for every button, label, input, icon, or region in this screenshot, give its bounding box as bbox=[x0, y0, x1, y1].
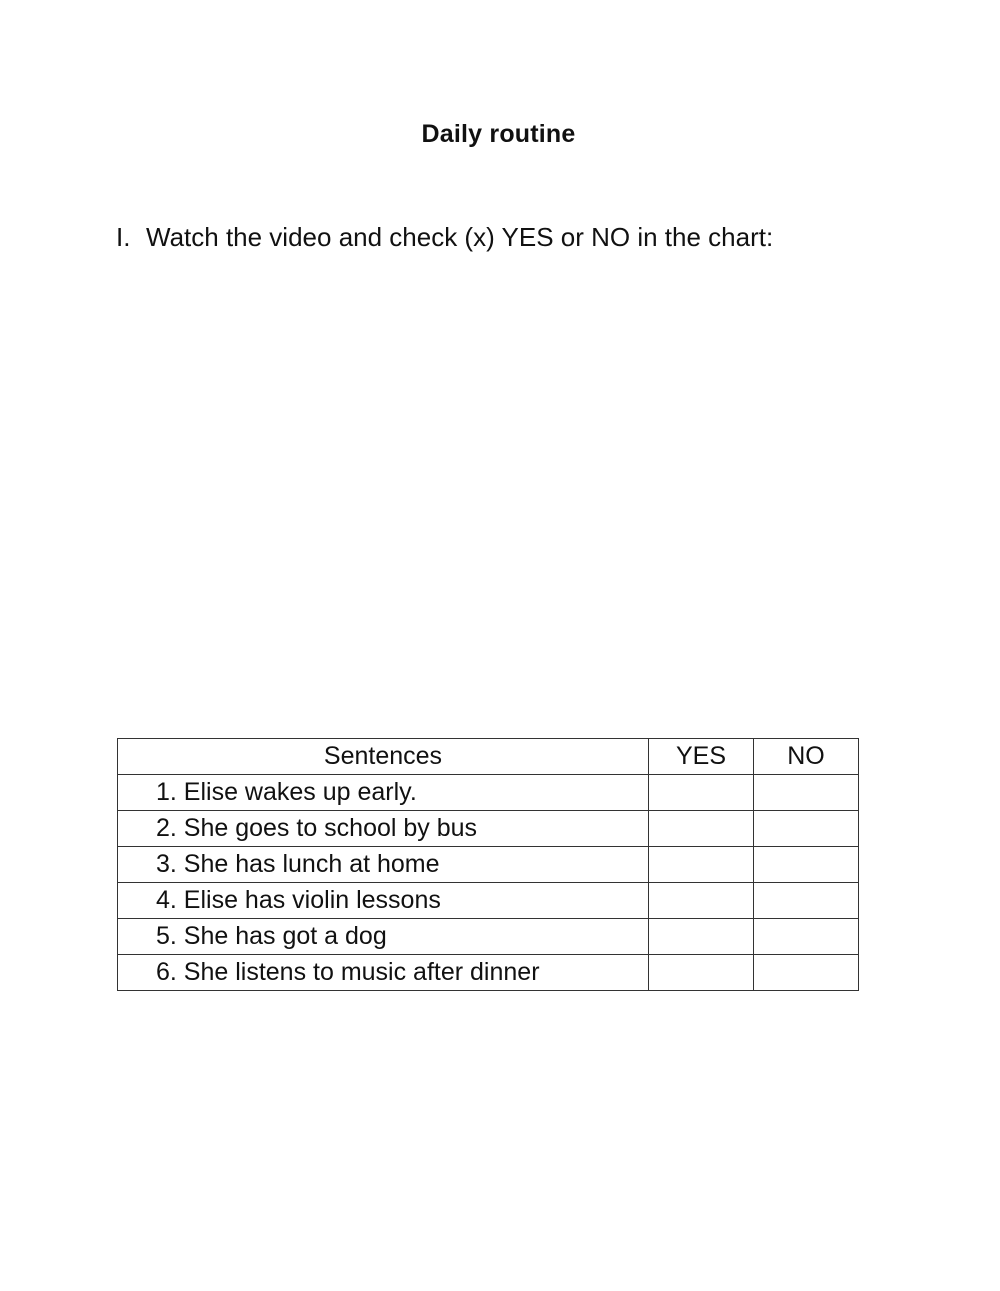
sentence-cell: 2. She goes to school by bus bbox=[118, 811, 649, 847]
instruction bbox=[116, 222, 773, 253]
sentence-cell: 4. Elise has violin lessons bbox=[118, 883, 649, 919]
table-header-row bbox=[118, 739, 859, 775]
table-row bbox=[118, 811, 859, 847]
sentence-cell: 6. She listens to music after dinner bbox=[118, 955, 649, 991]
table-row bbox=[118, 775, 859, 811]
yes-no-chart bbox=[117, 738, 859, 991]
yes-cell[interactable] bbox=[649, 919, 754, 955]
no-cell[interactable] bbox=[754, 883, 859, 919]
instruction-text: Watch the video and check (x) YES or NO in the chart: bbox=[146, 222, 774, 252]
header-no: NO bbox=[754, 739, 859, 775]
header-yes: YES bbox=[649, 739, 754, 775]
header-sentences: Sentences bbox=[118, 739, 649, 775]
yes-cell[interactable] bbox=[649, 883, 754, 919]
table-row bbox=[118, 847, 859, 883]
no-cell[interactable] bbox=[754, 811, 859, 847]
table-row bbox=[118, 955, 859, 991]
yes-cell[interactable] bbox=[649, 955, 754, 991]
no-cell[interactable] bbox=[754, 955, 859, 991]
yes-cell[interactable] bbox=[649, 775, 754, 811]
table-row bbox=[118, 919, 859, 955]
sentence-cell: 1. Elise wakes up early. bbox=[118, 775, 649, 811]
yes-cell[interactable] bbox=[649, 847, 754, 883]
sentence-cell: 5. She has got a dog bbox=[118, 919, 649, 955]
no-cell[interactable] bbox=[754, 847, 859, 883]
instruction-number: I. bbox=[116, 222, 131, 252]
table-row bbox=[118, 883, 859, 919]
yes-cell[interactable] bbox=[649, 811, 754, 847]
sentence-cell: 3. She has lunch at home bbox=[118, 847, 649, 883]
page-title: Daily routine bbox=[421, 120, 576, 148]
no-cell[interactable] bbox=[754, 919, 859, 955]
no-cell[interactable] bbox=[754, 775, 859, 811]
